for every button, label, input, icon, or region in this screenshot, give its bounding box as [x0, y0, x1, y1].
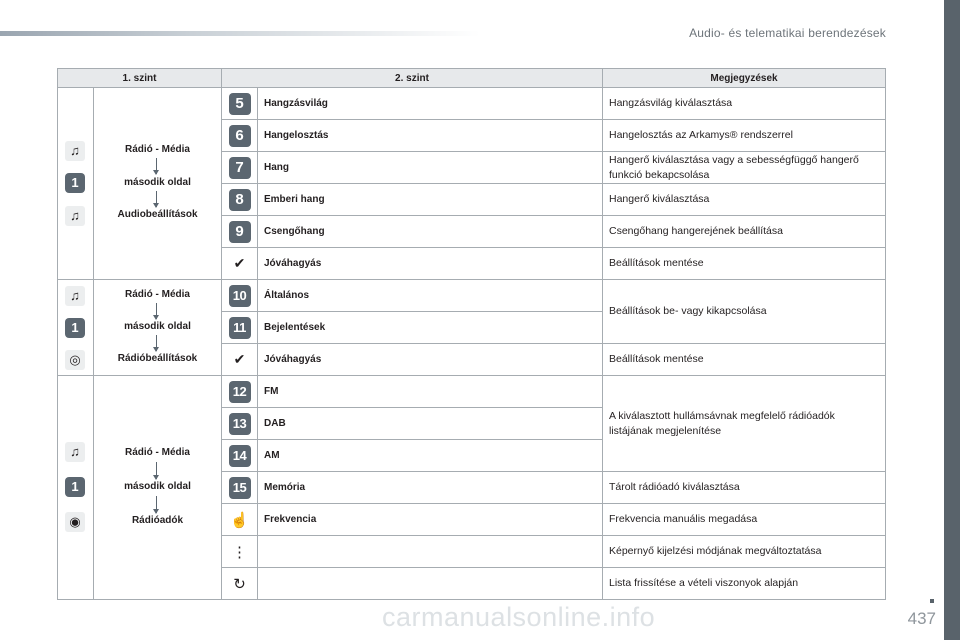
checkmark-icon: ✔ [233, 351, 246, 367]
setting-name: Csengőhang [258, 216, 603, 248]
setting-name: Frekvencia [258, 504, 603, 536]
column-header-level2: 2. szint [222, 69, 603, 88]
step-badge-6: 6 [229, 125, 251, 147]
step-badge-13: 13 [229, 413, 251, 435]
step-badge-10: 10 [229, 285, 251, 307]
watermark: carmanualsonline.info [382, 602, 656, 632]
setting-description: Beállítások be- vagy kikapcsolása [603, 280, 886, 344]
column-header-notes: Megjegyzések [603, 69, 886, 88]
refresh-icon: ↻ [233, 575, 246, 593]
step-badge-7: 7 [229, 157, 251, 179]
setting-name: FM [258, 376, 603, 408]
level1-flow-radio-stations [94, 376, 222, 600]
flow-step-second-page: második oldal [124, 177, 191, 188]
setting-description: Csengőhang hangerejének beállítása [603, 216, 886, 248]
setting-name: AM [258, 440, 603, 472]
setting-name: Memória [258, 472, 603, 504]
level1-icons-radio-stations [58, 376, 94, 600]
setting-name: Általános [258, 280, 603, 312]
setting-description: Hangerő kiválasztása [603, 184, 886, 216]
setting-description: Beállítások mentése [603, 248, 886, 280]
flow-arrow [156, 303, 157, 319]
step-badge-1: 1 [65, 318, 85, 338]
page-number: 437 [907, 609, 936, 628]
flow-step-radio-media: Rádió - Média [124, 144, 190, 155]
table-row [58, 88, 886, 120]
music-settings-icon: ♫ [65, 206, 85, 226]
flow-step-radio-stations: Rádióadók [131, 515, 184, 526]
setting-name [258, 568, 603, 600]
flow-step-second-page: második oldal [124, 481, 191, 492]
step-badge-1: 1 [65, 173, 85, 193]
level1-flow-radio-settings [94, 280, 222, 376]
flow-arrow [156, 496, 157, 513]
radio-settings-icon: ◎ [65, 350, 85, 370]
flow-arrow [156, 462, 157, 479]
setting-description: Hangerő kiválasztása vagy a sebességfüggő hangerő funkció bekapcsolása [603, 152, 886, 184]
settings-table [57, 68, 886, 600]
step-badge-12: 12 [229, 381, 251, 403]
chapter-side-tab [944, 0, 960, 640]
table-header-row [58, 69, 886, 88]
setting-description: Beállítások mentése [603, 344, 886, 376]
music-icon: ♫ [65, 286, 85, 306]
flow-arrow [156, 191, 157, 207]
column-header-level1: 1. szint [58, 69, 222, 88]
setting-name: Emberi hang [258, 184, 603, 216]
setting-name: Hang [258, 152, 603, 184]
setting-name: Bejelentések [258, 312, 603, 344]
table-row [58, 376, 886, 408]
setting-name: Jóváhagyás [258, 344, 603, 376]
page-header-title: Audio- és telematikai berendezések [689, 26, 886, 40]
level1-icons-audio [58, 88, 94, 280]
setting-name: Hangelosztás [258, 120, 603, 152]
flow-step-audio-settings: Audiobeállítások [117, 209, 198, 220]
table-row [58, 280, 886, 312]
step-badge-5: 5 [229, 93, 251, 115]
radio-icon: ◉ [65, 512, 85, 532]
level1-icons-radio-settings [58, 280, 94, 376]
step-badge-1: 1 [65, 477, 85, 497]
hand-touch-icon: ☝ [230, 511, 249, 529]
step-badge-8: 8 [229, 189, 251, 211]
music-icon: ♫ [65, 141, 85, 161]
step-badge-11: 11 [229, 317, 251, 339]
flow-step-radio-media: Rádió - Média [124, 447, 190, 458]
setting-description: Hangelosztás az Arkamys® rendszerrel [603, 120, 886, 152]
checkmark-icon: ✔ [233, 255, 246, 271]
page-marker [930, 599, 934, 603]
flow-step-second-page: második oldal [124, 321, 191, 332]
display-mode-icon: ⋮ [232, 543, 247, 561]
step-badge-9: 9 [229, 221, 251, 243]
setting-name: Jóváhagyás [258, 248, 603, 280]
setting-description: Hangzásvilág kiválasztása [603, 88, 886, 120]
header-accent-bar [0, 31, 480, 36]
level1-flow-audio [94, 88, 222, 280]
flow-arrow [156, 335, 157, 351]
flow-step-radio-media: Rádió - Média [124, 289, 190, 300]
setting-name: DAB [258, 408, 603, 440]
setting-description: Frekvencia manuális megadása [603, 504, 886, 536]
flow-step-radio-settings: Rádióbeállítások [117, 353, 198, 364]
music-icon: ♫ [65, 442, 85, 462]
step-badge-15: 15 [229, 477, 251, 499]
setting-description: A kiválasztott hullámsávnak megfelelő rádióadók listájának megjelenítése [603, 376, 886, 472]
setting-description: Lista frissítése a vételi viszonyok alapján [603, 568, 886, 600]
flow-arrow [156, 158, 157, 174]
step-badge-14: 14 [229, 445, 251, 467]
setting-description: Képernyő kijelzési módjának megváltoztatása [603, 536, 886, 568]
setting-name [258, 536, 603, 568]
setting-description: Tárolt rádióadó kiválasztása [603, 472, 886, 504]
setting-name: Hangzásvilág [258, 88, 603, 120]
